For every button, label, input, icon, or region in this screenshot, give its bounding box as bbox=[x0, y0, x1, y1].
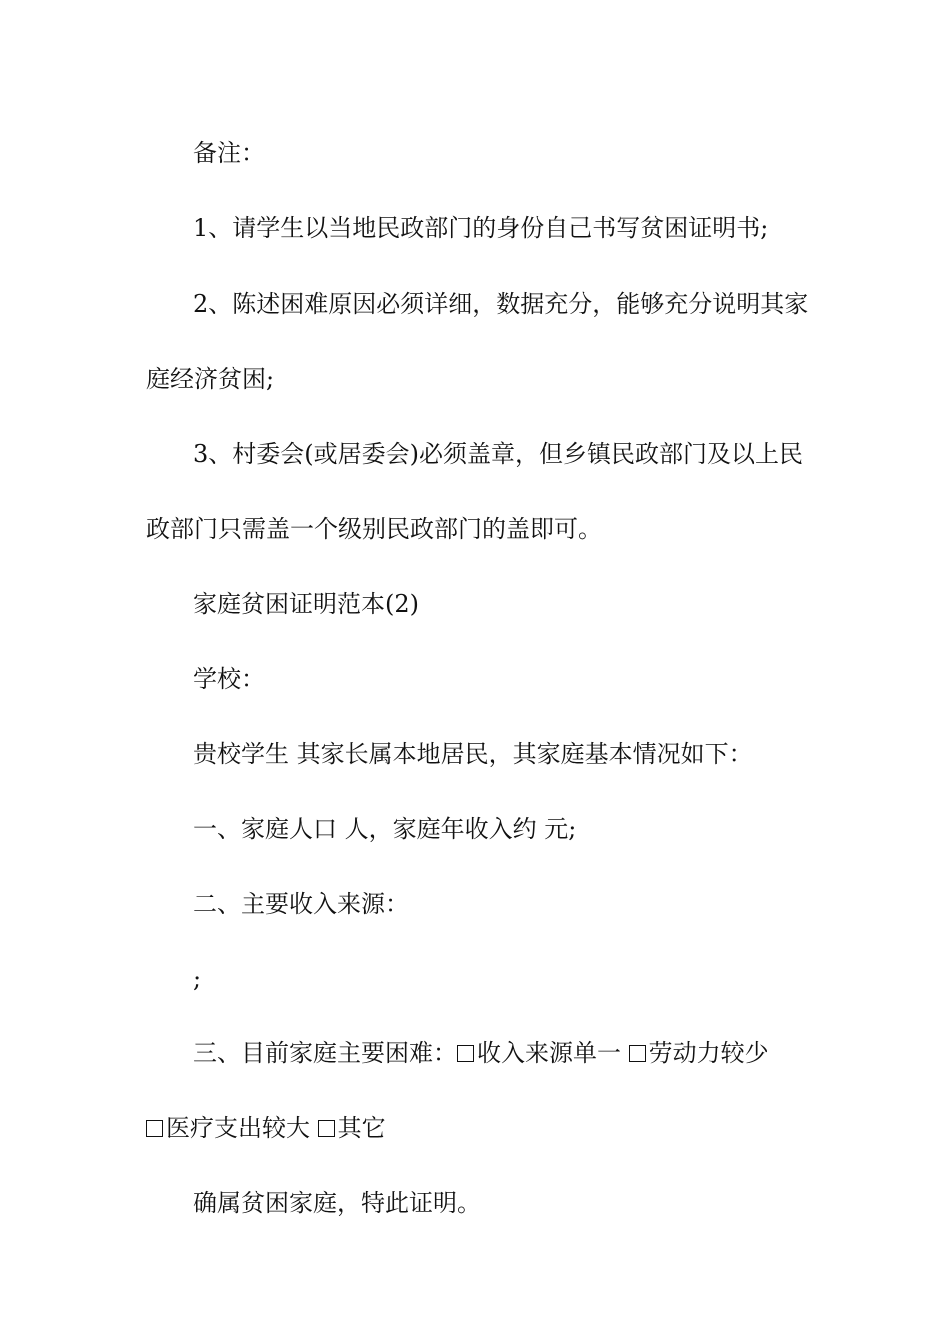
checkbox-less-labor[interactable] bbox=[629, 1045, 646, 1062]
item-3-difficulties bbox=[193, 1038, 769, 1068]
option-medical-expense: 医疗支出较大 bbox=[166, 1114, 318, 1142]
item-1-household: 一、家庭人口 人，家庭年收入约 元; bbox=[193, 815, 577, 843]
item-2-blank: ; bbox=[193, 965, 202, 993]
closing-statement: 确属贫困家庭，特此证明。 bbox=[193, 1189, 481, 1217]
item-3-options-line-2 bbox=[146, 1113, 386, 1143]
checkbox-other[interactable] bbox=[318, 1120, 335, 1137]
sample-title: 家庭贫困证明范本(2) bbox=[193, 590, 419, 618]
option-less-labor: 劳动力较少 bbox=[648, 1039, 769, 1067]
note-2-line-2: 庭经济贫困; bbox=[146, 365, 275, 393]
option-single-income: 收入来源单一 bbox=[477, 1039, 629, 1067]
item-2-income-source: 二、主要收入来源： bbox=[193, 890, 409, 918]
note-3-line-1: 3、村委会(或居委会)必须盖章，但乡镇民政部门及以上民 bbox=[193, 440, 803, 468]
item-3-prefix: 三、目前家庭主要困难： bbox=[193, 1039, 457, 1067]
note-3-line-2: 政部门只需盖一个级别民政部门的盖即可。 bbox=[146, 515, 602, 543]
note-2-line-1: 2、陈述困难原因必须详细，数据充分，能够充分说明其家 bbox=[193, 290, 809, 318]
intro-paragraph: 贵校学生 其家长属本地居民，其家庭基本情况如下： bbox=[193, 740, 753, 768]
checkbox-medical-expense[interactable] bbox=[146, 1120, 163, 1137]
salutation: 学校： bbox=[193, 665, 265, 693]
notes-heading: 备注： bbox=[193, 139, 265, 167]
note-1: 1、请学生以当地民政部门的身份自己书写贫困证明书; bbox=[193, 214, 769, 242]
option-other: 其它 bbox=[337, 1114, 386, 1142]
checkbox-single-income[interactable] bbox=[457, 1045, 474, 1062]
